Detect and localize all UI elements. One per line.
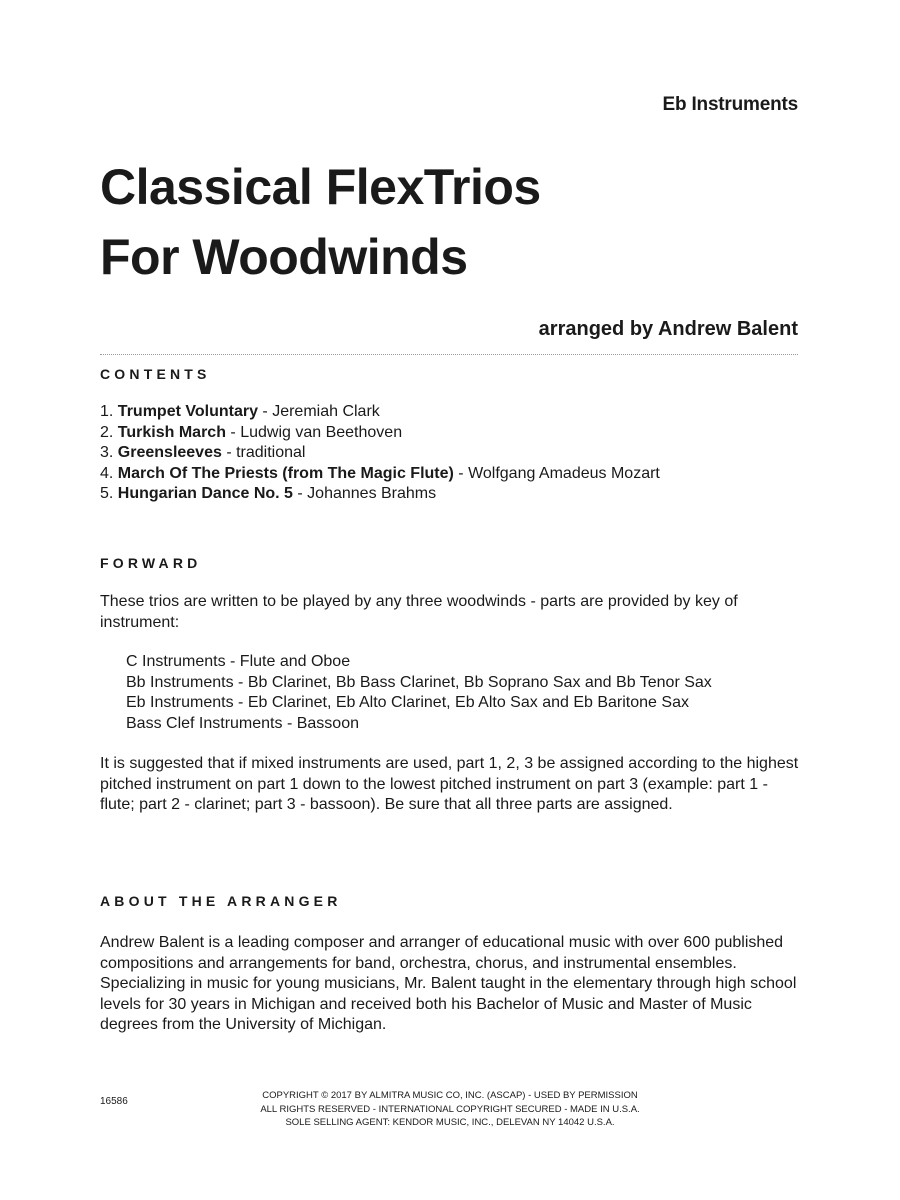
copyright-line: COPYRIGHT © 2017 BY ALMITRA MUSIC CO, INC. (ASCAP) - USED BY PERMISSION [262, 1090, 638, 1101]
header-divider [100, 354, 798, 355]
song-title: Hungarian Dance No. 5 [117, 485, 293, 502]
composer: - Wolfgang Amadeus Mozart [453, 464, 660, 482]
list-item [100, 423, 800, 444]
instrument-key-list [126, 652, 806, 734]
list-item: Eb Instruments - Eb Clarinet, Eb Alto Clarinet, Eb Alto Sax and Eb Baritone Sax [126, 694, 689, 711]
title-line-1: Classical FlexTrios [100, 159, 541, 215]
arranger-credit: arranged by Andrew Balent [538, 318, 798, 340]
instrument-label: Eb Instruments [662, 94, 798, 115]
song-title: March Of The Priests (from The Magic Flute) [117, 464, 454, 482]
catalog-number: 16586 [100, 1096, 128, 1107]
composer: - Jeremiah Clark [257, 403, 380, 420]
about-heading: ABOUT THE ARRANGER [100, 893, 342, 909]
contents-heading: CONTENTS [100, 366, 211, 382]
composer: - Johannes Brahms [292, 485, 437, 502]
item-number: 1. [100, 403, 114, 420]
item-number: 3. [100, 444, 114, 461]
list-item [100, 484, 800, 505]
item-number: 4. [100, 464, 114, 482]
list-item: Bass Clef Instruments - Bassoon [126, 714, 359, 732]
item-number: 2. [100, 423, 114, 441]
copyright-line: SOLE SELLING AGENT: KENDOR MUSIC, INC., DELEVAN NY 14042 U.S.A. [285, 1117, 615, 1128]
song-title: Trumpet Voluntary [117, 403, 258, 420]
composer: - Ludwig van Beethoven [225, 423, 403, 441]
list-item: Bb Instruments - Bb Clarinet, Bb Bass Clarinet, Bb Soprano Sax and Bb Tenor Sax [126, 673, 712, 691]
title-line-2: For Woodwinds [100, 229, 468, 285]
item-number: 5. [100, 485, 114, 502]
song-title: Greensleeves [117, 444, 222, 461]
copyright-line: ALL RIGHTS RESERVED - INTERNATIONAL COPYRIGHT SECURED - MADE IN U.S.A. [260, 1103, 640, 1115]
about-text: Andrew Balent is a leading composer and arranger of educational music with over 600 published compositions and arrangements for band, orchestra, chorus, and instrumental ensembles. Specializing in music for young musicians, Mr. Balent taught in the elementary through high school levels for 30 years in Michigan and received both his Bachelor of Music and Master of Music degrees from the University of Michigan. [100, 934, 797, 1033]
list-item [100, 464, 800, 485]
forward-intro: These trios are written to be played by any three woodwinds - parts are provided by key of instrument: [100, 593, 738, 631]
list-item [100, 443, 800, 464]
list-item [100, 402, 800, 423]
forward-suggestion: It is suggested that if mixed instruments are used, part 1, 2, 3 be assigned according to the highest pitched instrument on part 1 down to the lowest pitched instrument on part 3 (example: part 1 - flute; part 2 - clarinet; part 3 - bassoon). Be sure that all three parts are assigned. [100, 755, 799, 813]
contents-list [100, 402, 800, 505]
list-item: C Instruments - Flute and Oboe [126, 653, 351, 670]
song-title: Turkish March [117, 423, 226, 441]
page-title [100, 152, 800, 292]
copyright-notice [200, 1089, 700, 1130]
forward-heading: FORWARD [100, 555, 202, 571]
composer: - traditional [221, 444, 306, 461]
